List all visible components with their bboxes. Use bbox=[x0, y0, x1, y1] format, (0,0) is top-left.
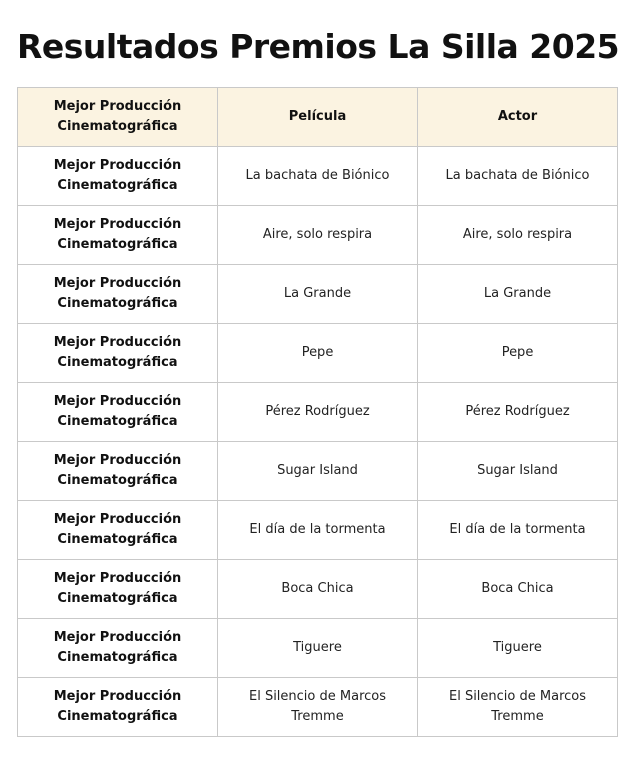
table-row bbox=[18, 678, 618, 737]
cell-pelicula: Boca Chica bbox=[218, 560, 418, 619]
cell-category: Mejor Producción Cinematográfica bbox=[18, 147, 218, 206]
cell-pelicula: La Grande bbox=[218, 265, 418, 324]
table-row bbox=[18, 442, 618, 501]
table-header bbox=[18, 88, 618, 147]
cell-actor: La bachata de Biónico bbox=[418, 147, 618, 206]
cell-actor: Aire, solo respira bbox=[418, 206, 618, 265]
header-row bbox=[18, 88, 618, 147]
table-row bbox=[18, 324, 618, 383]
cell-pelicula: El día de la tormenta bbox=[218, 501, 418, 560]
cell-actor: Sugar Island bbox=[418, 442, 618, 501]
cell-pelicula: Pérez Rodríguez bbox=[218, 383, 418, 442]
cell-category: Mejor Producción Cinematográfica bbox=[18, 206, 218, 265]
table-row bbox=[18, 619, 618, 678]
cell-category: Mejor Producción Cinematográfica bbox=[18, 678, 218, 737]
cell-actor: Boca Chica bbox=[418, 560, 618, 619]
cell-pelicula: El Silencio de Marcos Tremme bbox=[218, 678, 418, 737]
page-title: Resultados Premios La Silla 2025 bbox=[17, 27, 620, 66]
cell-category: Mejor Producción Cinematográfica bbox=[18, 501, 218, 560]
cell-category: Mejor Producción Cinematográfica bbox=[18, 442, 218, 501]
cell-category: Mejor Producción Cinematográfica bbox=[18, 383, 218, 442]
table-row bbox=[18, 147, 618, 206]
table-row bbox=[18, 501, 618, 560]
header-category: Mejor Producción Cinematográfica bbox=[18, 88, 218, 147]
cell-actor: El Silencio de Marcos Tremme bbox=[418, 678, 618, 737]
cell-pelicula: Tiguere bbox=[218, 619, 418, 678]
cell-pelicula: Sugar Island bbox=[218, 442, 418, 501]
cell-pelicula: Pepe bbox=[218, 324, 418, 383]
cell-pelicula: La bachata de Biónico bbox=[218, 147, 418, 206]
cell-category: Mejor Producción Cinematográfica bbox=[18, 265, 218, 324]
cell-category: Mejor Producción Cinematográfica bbox=[18, 324, 218, 383]
header-pelicula: Película bbox=[218, 88, 418, 147]
cell-actor: Pepe bbox=[418, 324, 618, 383]
table-body bbox=[18, 147, 618, 737]
results-table bbox=[17, 87, 618, 737]
cell-category: Mejor Producción Cinematográfica bbox=[18, 619, 218, 678]
cell-actor: El día de la tormenta bbox=[418, 501, 618, 560]
table-row bbox=[18, 383, 618, 442]
cell-actor: Tiguere bbox=[418, 619, 618, 678]
table-row bbox=[18, 265, 618, 324]
table-row bbox=[18, 560, 618, 619]
cell-pelicula: Aire, solo respira bbox=[218, 206, 418, 265]
cell-category: Mejor Producción Cinematográfica bbox=[18, 560, 218, 619]
table-row bbox=[18, 206, 618, 265]
cell-actor: Pérez Rodríguez bbox=[418, 383, 618, 442]
cell-actor: La Grande bbox=[418, 265, 618, 324]
header-actor: Actor bbox=[418, 88, 618, 147]
